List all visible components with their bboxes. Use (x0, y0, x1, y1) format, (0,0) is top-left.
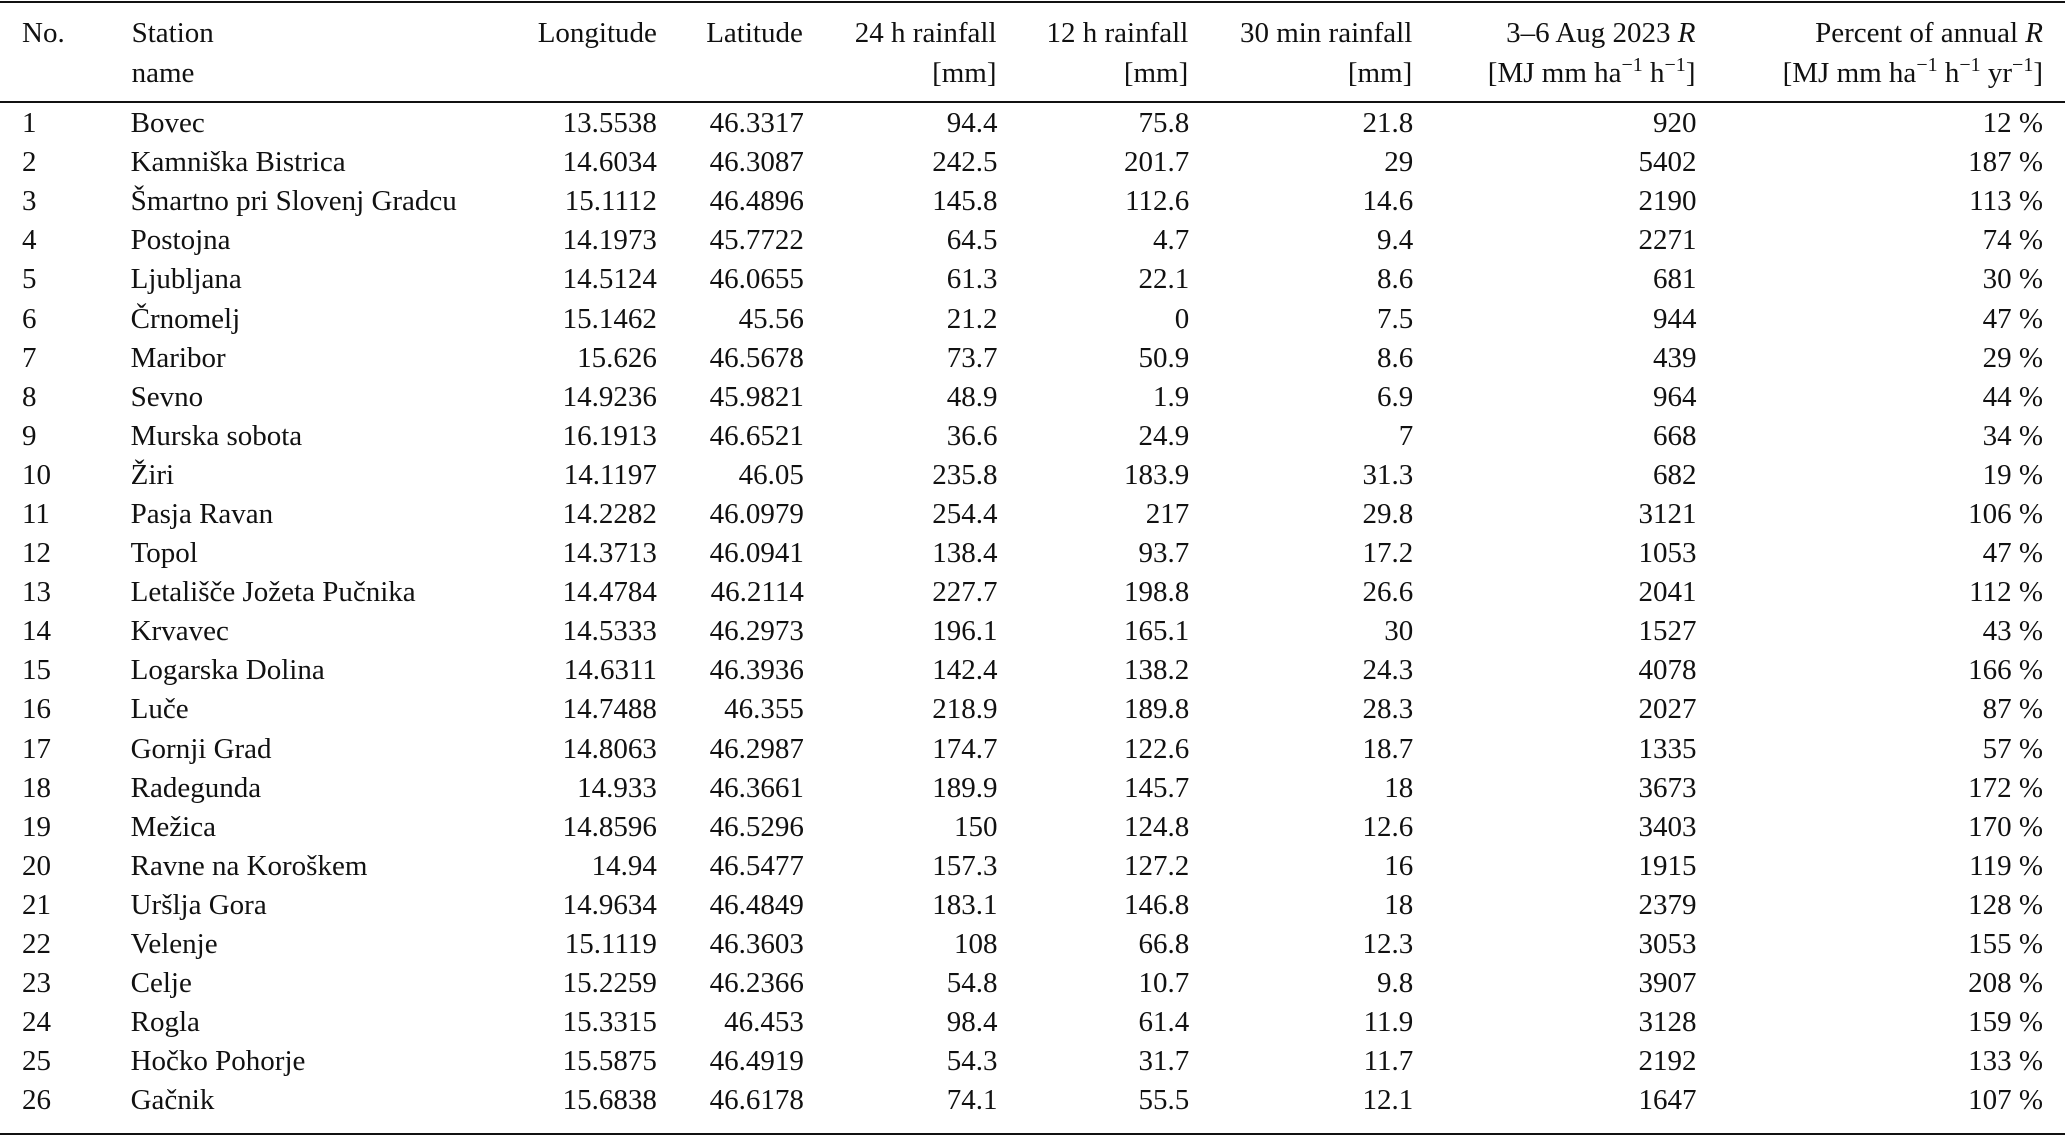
cell-station-name: Ravne na Koroškem (130, 849, 368, 882)
cell-no: 5 (22, 263, 37, 296)
cell-30min-rainfall: 26.6 (1362, 576, 1414, 609)
cell-latitude: 46.5477 (709, 849, 804, 882)
cell-30min-rainfall: 7 (1398, 419, 1414, 452)
cell-station-name: Letališče Jožeta Pučnika (130, 576, 416, 609)
table-row (0, 573, 2065, 612)
cell-12h-rainfall: 217 (1145, 497, 1190, 530)
cell-no: 16 (22, 693, 51, 726)
cell-event-erosivity: 3128 (1638, 1006, 1697, 1039)
cell-latitude: 46.453 (724, 1006, 804, 1039)
cell-event-erosivity: 3907 (1638, 967, 1697, 1000)
cell-no: 18 (22, 771, 51, 804)
cell-12h-rainfall: 127.2 (1124, 849, 1190, 882)
cell-longitude: 15.1119 (564, 928, 657, 961)
cell-no: 8 (22, 380, 37, 413)
cell-longitude: 14.9634 (562, 888, 657, 921)
cell-30min-rainfall: 12.3 (1362, 928, 1414, 961)
cell-latitude: 46.3936 (709, 654, 804, 687)
cell-no: 1 (22, 107, 37, 140)
cell-24h-rainfall: 150 (954, 810, 998, 843)
cell-24h-rainfall: 21.2 (946, 302, 998, 335)
cell-latitude: 45.56 (738, 302, 804, 335)
cell-percent-annual-erosivity: 44 % (1982, 380, 2043, 413)
header-longitude: Longitude (537, 17, 657, 49)
cell-percent-annual-erosivity: 30 % (1982, 263, 2043, 296)
cell-no: 19 (22, 810, 51, 843)
cell-station-name: Sevno (130, 380, 204, 413)
cell-30min-rainfall: 29 (1384, 146, 1414, 179)
cell-30min-rainfall: 9.8 (1377, 967, 1414, 1000)
cell-percent-annual-erosivity: 170 % (1968, 810, 2043, 843)
cell-station-name: Hočko Pohorje (130, 1045, 306, 1078)
cell-30min-rainfall: 9.4 (1377, 224, 1414, 257)
cell-percent-annual-erosivity: 74 % (1982, 224, 2043, 257)
cell-24h-rainfall: 157.3 (932, 849, 998, 882)
cell-no: 9 (22, 419, 37, 452)
header-30min-rainfall: 30 min rainfall [mm] (1239, 17, 1413, 89)
cell-30min-rainfall: 7.5 (1377, 302, 1414, 335)
cell-event-erosivity: 3673 (1638, 771, 1697, 804)
cell-event-erosivity: 2027 (1638, 693, 1697, 726)
cell-percent-annual-erosivity: 107 % (1968, 1084, 2043, 1117)
cell-30min-rainfall: 16 (1384, 849, 1414, 882)
cell-longitude: 15.1112 (564, 185, 657, 218)
cell-latitude: 46.4896 (709, 185, 804, 218)
cell-no: 14 (22, 615, 51, 648)
cell-12h-rainfall: 22.1 (1138, 263, 1190, 296)
cell-30min-rainfall: 12.6 (1362, 810, 1414, 843)
table-row (0, 182, 2065, 221)
cell-no: 25 (22, 1045, 51, 1078)
cell-latitude: 46.5678 (709, 341, 804, 374)
cell-30min-rainfall: 29.8 (1362, 497, 1414, 530)
cell-event-erosivity: 3403 (1638, 810, 1697, 843)
header-row (0, 0, 2065, 94)
cell-longitude: 14.4784 (562, 576, 657, 609)
table-row (0, 925, 2065, 964)
cell-latitude: 46.3087 (709, 146, 804, 179)
cell-latitude: 46.05 (738, 458, 804, 491)
cell-station-name: Logarska Dolina (130, 654, 325, 687)
cell-12h-rainfall: 124.8 (1124, 810, 1190, 843)
cell-24h-rainfall: 54.3 (946, 1045, 998, 1078)
cell-12h-rainfall: 50.9 (1138, 341, 1190, 374)
cell-no: 21 (22, 888, 51, 921)
cell-latitude: 46.3603 (709, 928, 804, 961)
cell-percent-annual-erosivity: 47 % (1982, 302, 2043, 335)
cell-24h-rainfall: 94.4 (946, 107, 998, 140)
cell-24h-rainfall: 145.8 (932, 185, 998, 218)
cell-longitude: 14.8596 (562, 810, 657, 843)
cell-no: 3 (22, 185, 37, 218)
cell-station-name: Velenje (130, 928, 218, 961)
cell-latitude: 46.2973 (709, 615, 804, 648)
cell-event-erosivity: 439 (1652, 341, 1697, 374)
cell-event-erosivity: 2379 (1638, 888, 1697, 921)
cell-event-erosivity: 682 (1652, 458, 1697, 491)
table-row (0, 495, 2065, 534)
cell-station-name: Ljubljana (130, 263, 242, 296)
cell-30min-rainfall: 30 (1384, 615, 1414, 648)
cell-event-erosivity: 1335 (1638, 732, 1697, 765)
cell-longitude: 14.2282 (562, 497, 657, 530)
cell-12h-rainfall: 66.8 (1138, 928, 1190, 961)
cell-percent-annual-erosivity: 113 % (1969, 185, 2043, 218)
cell-12h-rainfall: 10.7 (1138, 967, 1190, 1000)
cell-percent-annual-erosivity: 47 % (1982, 537, 2043, 570)
cell-12h-rainfall: 4.7 (1153, 224, 1190, 257)
cell-latitude: 46.3317 (709, 107, 804, 140)
cell-no: 24 (22, 1006, 51, 1039)
table-row (0, 1042, 2065, 1081)
cell-12h-rainfall: 112.6 (1125, 185, 1190, 218)
cell-longitude: 15.2259 (562, 967, 657, 1000)
cell-station-name: Šmartno pri Slovenj Gradcu (130, 185, 457, 218)
cell-percent-annual-erosivity: 43 % (1982, 615, 2043, 648)
cell-no: 26 (22, 1084, 51, 1117)
cell-latitude: 46.2366 (709, 967, 804, 1000)
cell-24h-rainfall: 54.8 (946, 967, 998, 1000)
header-no: No. (22, 17, 65, 49)
table-row (0, 730, 2065, 769)
table-row (0, 847, 2065, 886)
cell-percent-annual-erosivity: 133 % (1968, 1045, 2043, 1078)
cell-latitude: 46.4919 (709, 1045, 804, 1078)
cell-24h-rainfall: 183.1 (932, 888, 998, 921)
cell-30min-rainfall: 24.3 (1362, 654, 1414, 687)
cell-event-erosivity: 4078 (1638, 654, 1697, 687)
cell-station-name: Celje (130, 967, 192, 1000)
cell-station-name: Postojna (130, 224, 231, 257)
cell-longitude: 14.7488 (562, 693, 657, 726)
header-latitude: Latitude (706, 17, 803, 49)
cell-latitude: 46.0979 (709, 497, 804, 530)
cell-no: 7 (22, 341, 37, 374)
cell-percent-annual-erosivity: 34 % (1982, 419, 2043, 452)
table-row (0, 690, 2065, 729)
cell-percent-annual-erosivity: 187 % (1968, 146, 2043, 179)
cell-no: 6 (22, 302, 37, 335)
table-row (0, 886, 2065, 925)
cell-longitude: 14.6034 (562, 146, 657, 179)
cell-event-erosivity: 3121 (1638, 497, 1697, 530)
cell-24h-rainfall: 74.1 (946, 1084, 998, 1117)
table-bottom-rule (0, 1133, 2065, 1135)
cell-24h-rainfall: 138.4 (932, 537, 998, 570)
cell-12h-rainfall: 55.5 (1138, 1084, 1190, 1117)
cell-latitude: 46.0941 (709, 537, 804, 570)
cell-latitude: 46.0655 (709, 263, 804, 296)
cell-station-name: Radegunda (130, 771, 262, 804)
cell-24h-rainfall: 98.4 (946, 1006, 998, 1039)
cell-event-erosivity: 1915 (1638, 849, 1697, 882)
cell-24h-rainfall: 108 (954, 928, 998, 961)
cell-no: 2 (22, 146, 37, 179)
cell-12h-rainfall: 189.8 (1124, 693, 1190, 726)
cell-no: 20 (22, 849, 51, 882)
cell-percent-annual-erosivity: 87 % (1982, 693, 2043, 726)
cell-percent-annual-erosivity: 166 % (1968, 654, 2043, 687)
cell-event-erosivity: 681 (1652, 263, 1697, 296)
cell-percent-annual-erosivity: 106 % (1968, 497, 2043, 530)
cell-station-name: Gačnik (130, 1084, 215, 1117)
cell-longitude: 15.5875 (562, 1045, 657, 1078)
cell-longitude: 14.6311 (563, 654, 657, 687)
cell-30min-rainfall: 6.9 (1377, 380, 1414, 413)
cell-24h-rainfall: 227.7 (932, 576, 998, 609)
cell-event-erosivity: 668 (1652, 419, 1697, 452)
cell-event-erosivity: 2041 (1638, 576, 1697, 609)
cell-longitude: 14.1973 (562, 224, 657, 257)
cell-no: 15 (22, 654, 51, 687)
cell-12h-rainfall: 138.2 (1124, 654, 1190, 687)
cell-percent-annual-erosivity: 159 % (1968, 1006, 2043, 1039)
cell-no: 11 (22, 497, 50, 530)
cell-percent-annual-erosivity: 112 % (1969, 576, 2043, 609)
header-rule (0, 101, 2065, 103)
header-percent-annual-erosivity: Percent of annual R [MJ mm $ha^{-1}$ $h^{-1}$ $yr^{-1}$] (1782, 17, 2043, 89)
cell-12h-rainfall: 75.8 (1138, 107, 1190, 140)
table-row (0, 1003, 2065, 1042)
cell-latitude: 46.355 (724, 693, 804, 726)
cell-12h-rainfall: 31.7 (1138, 1045, 1190, 1078)
cell-12h-rainfall: 146.8 (1124, 888, 1190, 921)
table-header (0, 0, 2065, 94)
cell-station-name: Krvavec (130, 615, 229, 648)
cell-longitude: 14.1197 (563, 458, 657, 491)
cell-12h-rainfall: 61.4 (1138, 1006, 1190, 1039)
cell-30min-rainfall: 8.6 (1377, 263, 1414, 296)
cell-30min-rainfall: 18 (1384, 771, 1414, 804)
cell-latitude: 46.6178 (709, 1084, 804, 1117)
cell-no: 23 (22, 967, 51, 1000)
cell-30min-rainfall: 12.1 (1362, 1084, 1414, 1117)
cell-24h-rainfall: 235.8 (932, 458, 998, 491)
cell-no: 13 (22, 576, 51, 609)
cell-24h-rainfall: 48.9 (946, 380, 998, 413)
cell-no: 4 (22, 224, 37, 257)
table-row (0, 299, 2065, 338)
cell-station-name: Žiri (130, 458, 175, 491)
cell-longitude: 14.5124 (562, 263, 657, 296)
cell-event-erosivity: 2271 (1638, 224, 1697, 257)
cell-no: 22 (22, 928, 51, 961)
cell-no: 10 (22, 458, 51, 491)
cell-12h-rainfall: 201.7 (1124, 146, 1190, 179)
cell-latitude: 46.5296 (709, 810, 804, 843)
cell-latitude: 46.4849 (709, 888, 804, 921)
cell-latitude: 46.3661 (709, 771, 804, 804)
cell-station-name: Uršlja Gora (130, 888, 267, 921)
cell-30min-rainfall: 28.3 (1362, 693, 1414, 726)
cell-station-name: Luče (130, 693, 189, 726)
cell-30min-rainfall: 11.7 (1363, 1045, 1414, 1078)
cell-24h-rainfall: 174.7 (932, 732, 998, 765)
cell-event-erosivity: 2190 (1638, 185, 1697, 218)
cell-percent-annual-erosivity: 128 % (1968, 888, 2043, 921)
cell-24h-rainfall: 36.6 (946, 419, 998, 452)
cell-event-erosivity: 1527 (1638, 615, 1697, 648)
cell-12h-rainfall: 198.8 (1124, 576, 1190, 609)
cell-longitude: 14.5333 (562, 615, 657, 648)
header-station-name: Station name (131, 17, 214, 89)
cell-12h-rainfall: 24.9 (1138, 419, 1190, 452)
cell-percent-annual-erosivity: 29 % (1982, 341, 2043, 374)
cell-station-name: Bovec (130, 107, 205, 140)
cell-latitude: 46.2114 (710, 576, 804, 609)
cell-longitude: 14.94 (591, 849, 657, 882)
table-row (0, 612, 2065, 651)
table-row (0, 221, 2065, 260)
cell-event-erosivity: 3053 (1638, 928, 1697, 961)
cell-30min-rainfall: 17.2 (1362, 537, 1414, 570)
cell-24h-rainfall: 61.3 (946, 263, 998, 296)
cell-station-name: Murska sobota (130, 419, 303, 452)
cell-12h-rainfall: 183.9 (1124, 458, 1190, 491)
cell-event-erosivity: 2192 (1638, 1045, 1697, 1078)
cell-30min-rainfall: 8.6 (1377, 341, 1414, 374)
cell-30min-rainfall: 11.9 (1363, 1006, 1414, 1039)
cell-no: 12 (22, 537, 51, 570)
table-row (0, 964, 2065, 1003)
cell-12h-rainfall: 122.6 (1124, 732, 1190, 765)
header-24h-rainfall: 24 h rainfall [mm] (854, 17, 997, 89)
cell-percent-annual-erosivity: 208 % (1968, 967, 2043, 1000)
cell-longitude: 14.9236 (562, 380, 657, 413)
cell-24h-rainfall: 64.5 (946, 224, 998, 257)
cell-station-name: Kamniška Bistrica (130, 146, 346, 179)
table-row (0, 808, 2065, 847)
cell-percent-annual-erosivity: 172 % (1968, 771, 2043, 804)
table-row (0, 456, 2065, 495)
table-row (0, 534, 2065, 573)
cell-longitude: 14.3713 (562, 537, 657, 570)
cell-30min-rainfall: 31.3 (1362, 458, 1414, 491)
cell-30min-rainfall: 14.6 (1362, 185, 1414, 218)
cell-longitude: 15.3315 (562, 1006, 657, 1039)
cell-30min-rainfall: 18 (1384, 888, 1414, 921)
cell-24h-rainfall: 218.9 (932, 693, 998, 726)
cell-12h-rainfall: 1.9 (1153, 380, 1190, 413)
cell-latitude: 45.9821 (709, 380, 804, 413)
cell-station-name: Maribor (130, 341, 226, 374)
cell-latitude: 45.7722 (709, 224, 804, 257)
cell-latitude: 46.6521 (709, 419, 804, 452)
table-row (0, 769, 2065, 808)
cell-station-name: Topol (130, 537, 198, 570)
cell-12h-rainfall: 93.7 (1138, 537, 1190, 570)
cell-percent-annual-erosivity: 12 % (1982, 107, 2043, 140)
cell-percent-annual-erosivity: 57 % (1982, 732, 2043, 765)
header-event-erosivity: 3–6 Aug 2023 R [MJ mm $ha^{-1}$ $h^{-1}$] (1487, 17, 1696, 89)
cell-no: 17 (22, 732, 51, 765)
header-12h-rainfall: 12 h rainfall [mm] (1046, 17, 1189, 89)
cell-event-erosivity: 964 (1652, 380, 1697, 413)
cell-longitude: 14.8063 (562, 732, 657, 765)
cell-event-erosivity: 5402 (1638, 146, 1697, 179)
cell-percent-annual-erosivity: 155 % (1968, 928, 2043, 961)
table-row (0, 143, 2065, 182)
cell-24h-rainfall: 242.5 (932, 146, 998, 179)
table-row (0, 1081, 2065, 1120)
table-row (0, 651, 2065, 690)
cell-12h-rainfall: 0 (1174, 302, 1190, 335)
cell-latitude: 46.2987 (709, 732, 804, 765)
cell-longitude: 16.1913 (562, 419, 657, 452)
cell-station-name: Mežica (130, 810, 216, 843)
cell-station-name: Gornji Grad (130, 732, 272, 765)
cell-24h-rainfall: 254.4 (932, 497, 998, 530)
cell-24h-rainfall: 142.4 (932, 654, 998, 687)
cell-longitude: 15.1462 (562, 302, 657, 335)
cell-event-erosivity: 1053 (1638, 537, 1697, 570)
cell-12h-rainfall: 145.7 (1124, 771, 1190, 804)
table-body (0, 94, 2065, 1120)
cell-longitude: 15.6838 (562, 1084, 657, 1117)
table-row (0, 260, 2065, 299)
cell-24h-rainfall: 73.7 (946, 341, 998, 374)
cell-24h-rainfall: 189.9 (932, 771, 998, 804)
cell-longitude: 15.626 (577, 341, 657, 374)
cell-event-erosivity: 944 (1652, 302, 1697, 335)
cell-30min-rainfall: 21.8 (1362, 107, 1414, 140)
cell-12h-rainfall: 165.1 (1124, 615, 1190, 648)
cell-longitude: 14.933 (577, 771, 657, 804)
cell-24h-rainfall: 196.1 (932, 615, 998, 648)
cell-event-erosivity: 920 (1652, 107, 1697, 140)
cell-longitude: 13.5538 (562, 107, 657, 140)
table-row (0, 339, 2065, 378)
table-row (0, 417, 2065, 456)
cell-station-name: Črnomelj (130, 302, 241, 335)
table-row (0, 378, 2065, 417)
cell-percent-annual-erosivity: 19 % (1982, 458, 2043, 491)
cell-event-erosivity: 1647 (1638, 1084, 1697, 1117)
cell-station-name: Rogla (130, 1006, 200, 1039)
cell-percent-annual-erosivity: 119 % (1969, 849, 2043, 882)
cell-station-name: Pasja Ravan (130, 497, 274, 530)
cell-30min-rainfall: 18.7 (1362, 732, 1414, 765)
